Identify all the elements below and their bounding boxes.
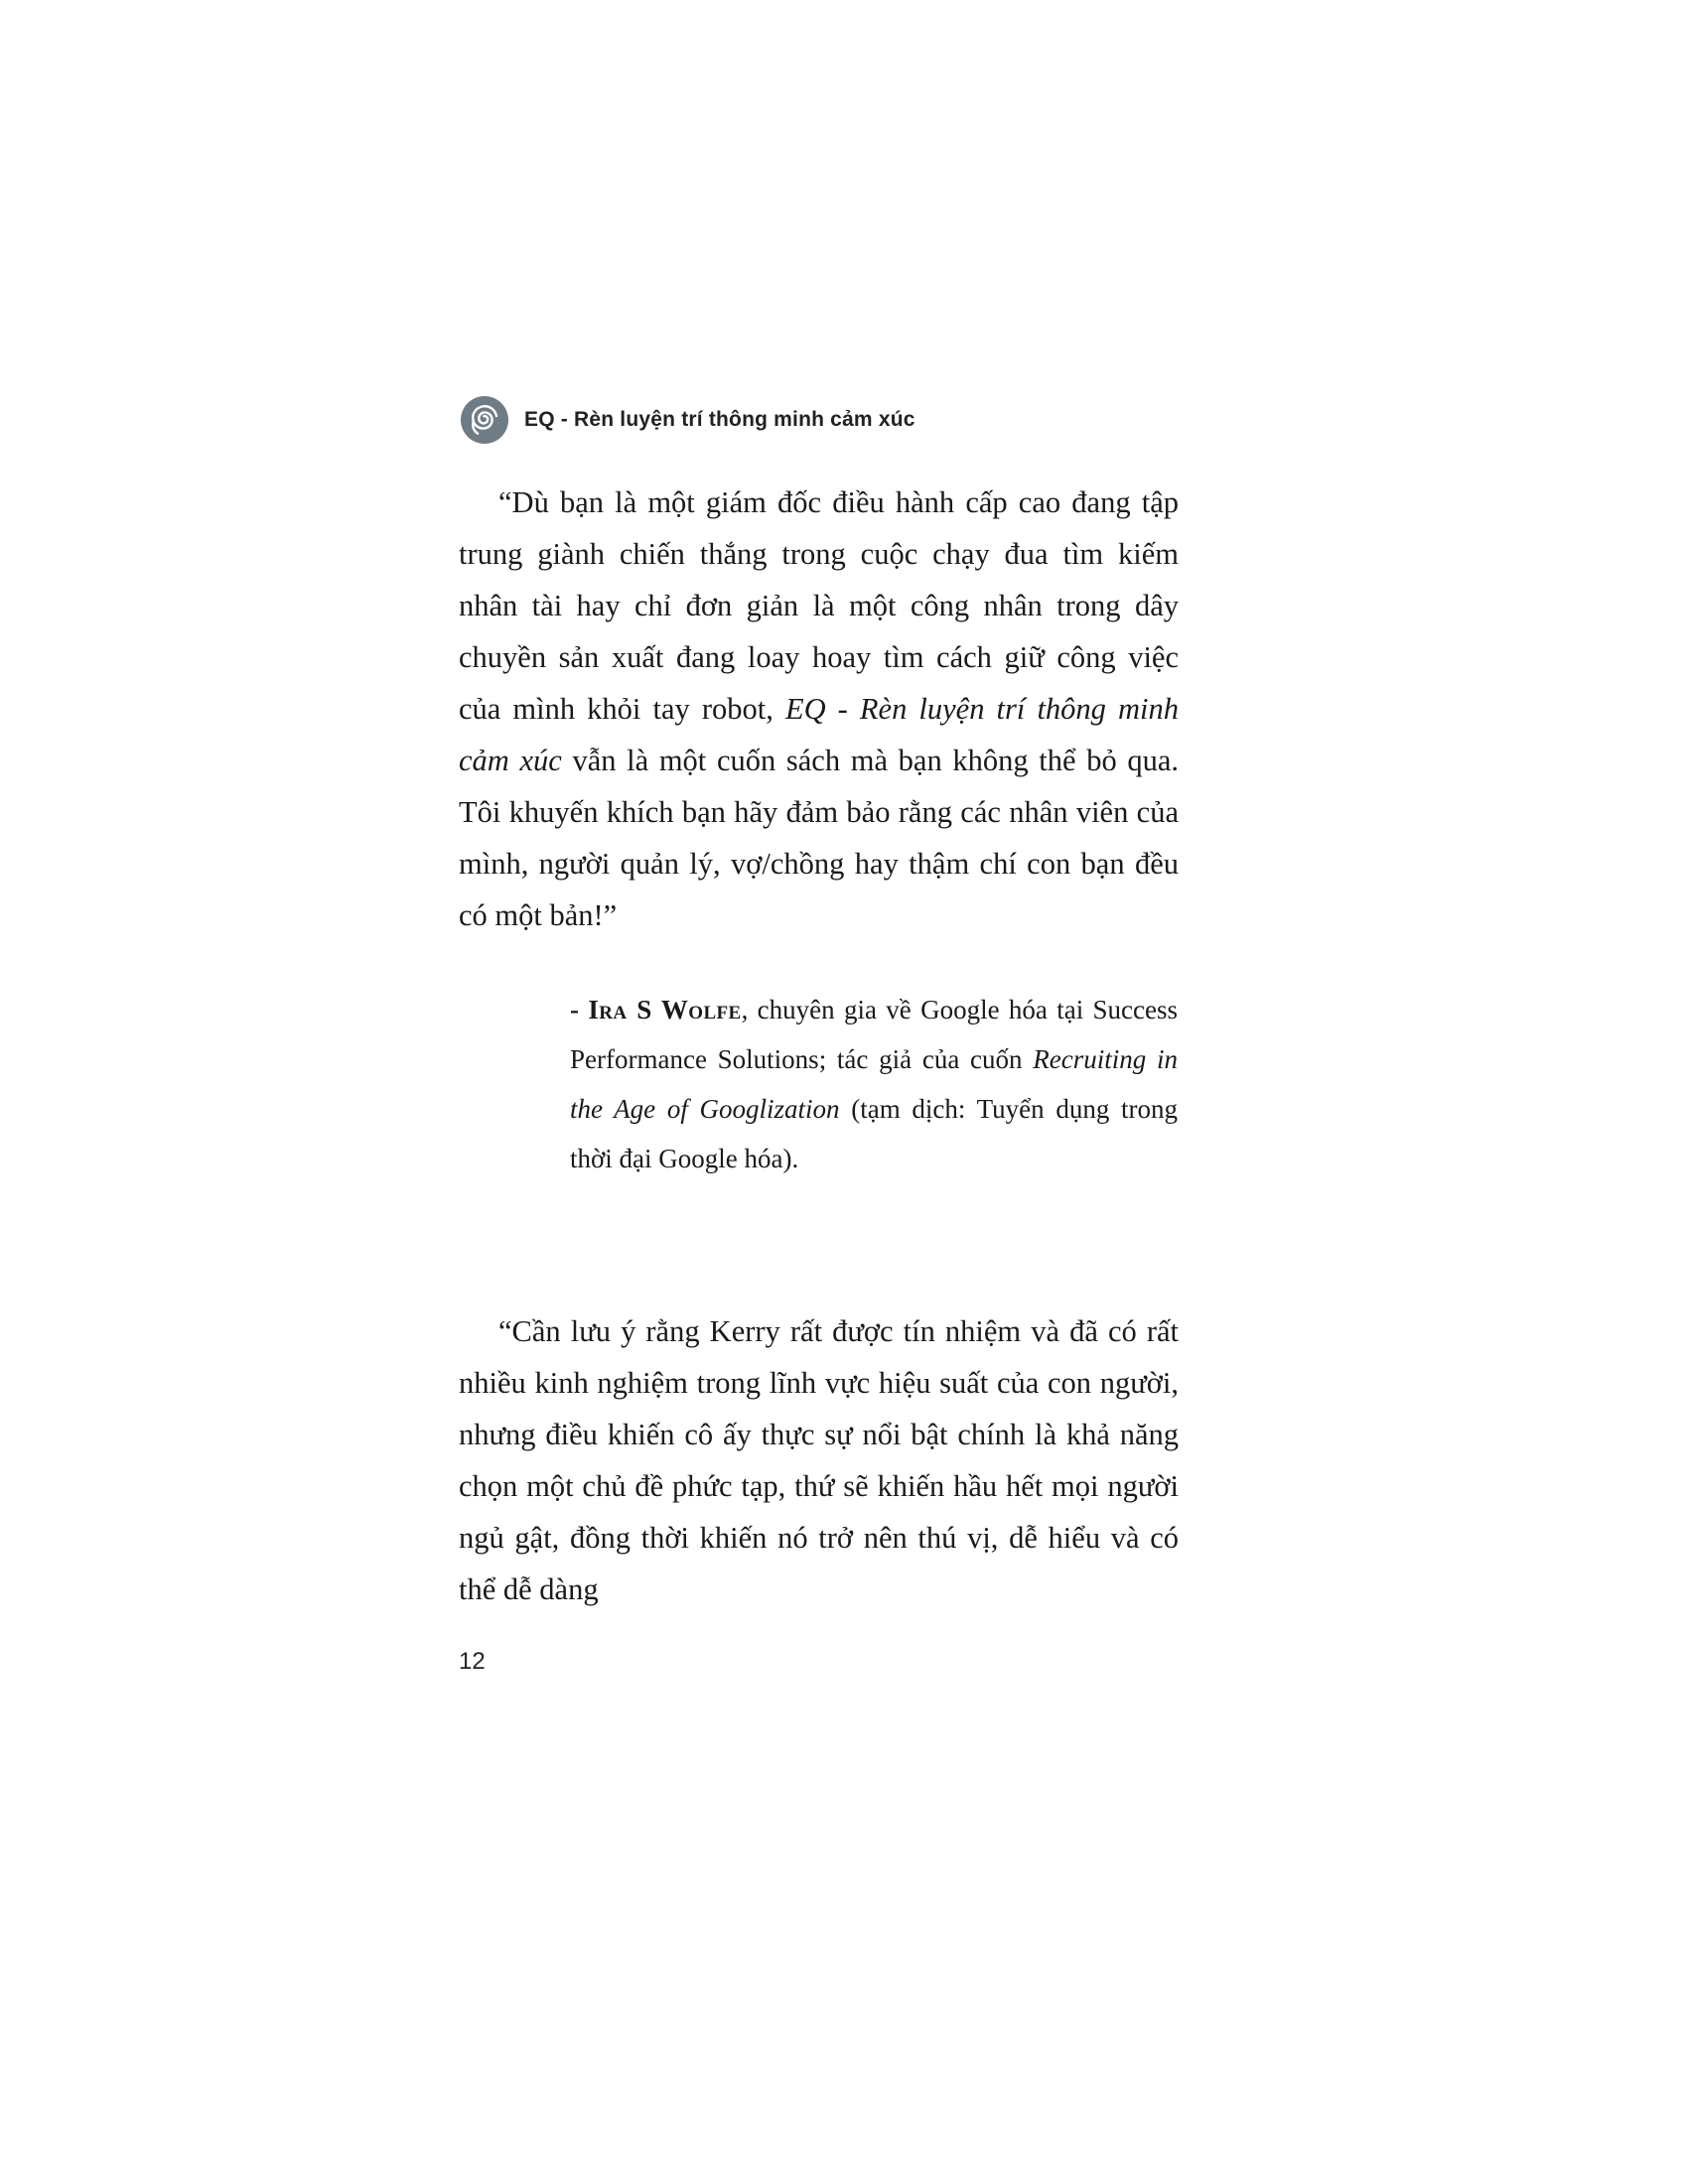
attribution-text-part-1: , chuyên gia về Google hóa tại Success Performance Solutions; tác giả của cuốn — [570, 995, 1179, 1074]
attribution-name: Ira S Wolfe — [588, 995, 742, 1024]
quote-book-title: EQ - Rèn luyện trí thông minh cảm xúc — [459, 692, 1180, 777]
attribution-dash: - — [570, 995, 589, 1024]
attribution-book-title: Recruiting in the Age of Googlization — [570, 1044, 1178, 1124]
quote-text-part-1: “Dù bạn là một giám đốc điều hành cấp cao đang tập trung giành chiến thắng trong cuộc chạy đua tìm kiếm nhân tài hay chỉ đơn giản là một công nhân trong dây chuyền sản xuất đang loay hoay tìm cách giữ công việc của mình khỏi tay robot, — [459, 485, 1179, 726]
attribution-block — [570, 985, 1178, 1183]
second-quote-paragraph: “Cần lưu ý rằng Kerry rất được tín nhiệm và đã có rất nhiều kinh nghiệm trong lĩnh vực hiệu suất của con người, nhưng điều khiến cô ấy thực sự nổi bật chính là khả năng chọn một chủ đề phức tạp, thứ sẽ khiến hầu hết mọi người ngủ gật, đồng thời khiến nó trở nên thú vị, dễ hiểu và có thể dễ dàng — [459, 1314, 1179, 1606]
spiral-rose-logo-icon — [459, 394, 510, 446]
attribution-text-part-2: (tạm dịch: Tuyển dụng trong thời đại Google hóa). — [570, 1094, 1178, 1173]
running-head-title: EQ - Rèn luyện trí thông minh cảm xúc — [524, 408, 915, 431]
quote-paragraph — [459, 477, 1179, 941]
page-number: 12 — [459, 1648, 486, 1675]
running-head — [459, 392, 1213, 448]
text-column — [459, 477, 1179, 1615]
section-gap — [459, 1210, 1179, 1305]
quote-text-part-2: vẫn là một cuốn sách mà bạn không thể bỏ qua. Tôi khuyến khích bạn hãy đảm bảo rằng các nhân viên của mình, người quản lý, vợ/chồng hay thậm chí con bạn đều có một bản!” — [459, 744, 1180, 932]
